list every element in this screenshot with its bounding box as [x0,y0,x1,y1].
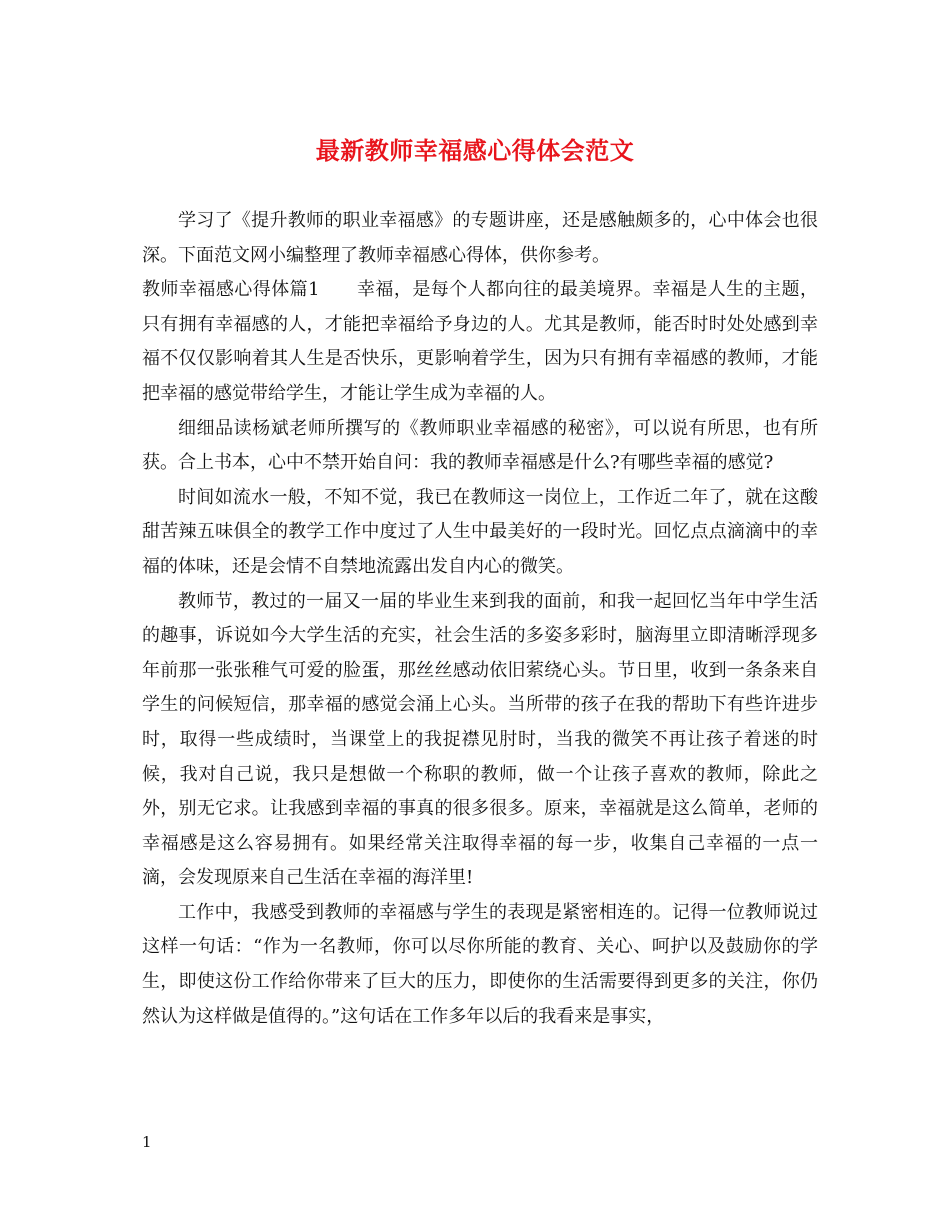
paragraph-teachers-day: 教师节，教过的一届又一届的毕业生来到我的面前，和我一起回忆当年中学生活的趣事，诉说如今大学生活的充实，社会生活的多姿多彩时，脑海里立即清晰浮现多年前那一张张稚气可爱的脸蛋，那丝丝感动依旧萦绕心头。节日里，收到一条条来自学生的问候短信，那幸福的感觉会涌上心头。当所带的孩子在我的帮助下有些许进步时，取得一些成绩时，当课堂上的我捉襟见肘时，当我的微笑不再让孩子着迷的时候，我对自己说，我只是想做一个称职的教师，做一个让孩子喜欢的教师，除此之外，别无它求。让我感到幸福的事真的很多很多。原来，幸福就是这么简单，老师的幸福感是这么容易拥有。如果经常关注取得幸福的每一步，收集自己幸福的一点一滴，会发现原来自己生活在幸福的海洋里! [142,590,818,889]
page-number: 1 [142,1133,152,1151]
paragraph-time: 时间如流水一般，不知不觉，我已在教师这一岗位上，工作近二年了，就在这酸甜苦辣五味俱全的教学工作中度过了人生中最美好的一段时光。回忆点点滴滴中的幸福的体味，还是会情不自禁地流露出发自内心的微笑。 [142,486,818,577]
paragraph-intro: 学习了《提升教师的职业幸福感》的专题讲座，还是感触颇多的，心中体会也很深。下面范文网小编整理了教师幸福感心得体，供你参考。 [142,210,818,266]
document-title: 最新教师幸福感心得体会范文 [315,136,635,165]
paragraph-work: 工作中，我感受到教师的幸福感与学生的表现是紧密相连的。记得一位教师说过这样一句话：“作为一名教师，你可以尽你所能的教育、关心、呵护以及鼓励你的学生，即使这份工作给你带来了巨大的压力，即使你的生活需要得到更多的关注，你仍然认为这样做是值得的。”这句话在工作多年以后的我看来是事实， [142,901,818,1027]
document-body [142,204,818,1034]
paragraph-section-1: 教师幸福感心得体篇1 幸福，是每个人都向往的最美境界。幸福是人生的主题，只有拥有幸福感的人，才能把幸福给予身边的人。尤其是教师，能否时时处处感到幸福不仅仅影响着其人生是否快乐，更影响着学生，因为只有拥有幸福感的教师，才能把幸福的感觉带给学生，才能让学生成为幸福的人。 [142,279,818,404]
paragraph-reading: 细细品读杨斌老师所撰写的《教师职业幸福感的秘密》，可以说有所思，也有所获。合上书本，心中不禁开始自问：我的教师幸福感是什么?有哪些幸福的感觉? [142,417,818,474]
